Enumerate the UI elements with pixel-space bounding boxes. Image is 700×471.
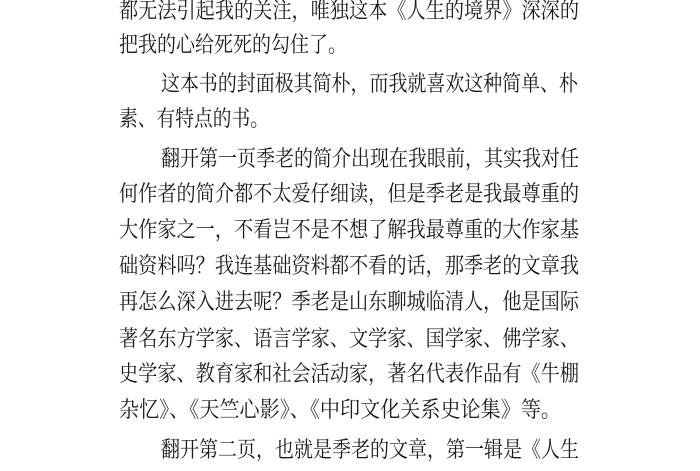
line-text: 大作家之一，不看岂不是不想了解我最尊重的大作家基	[119, 218, 580, 243]
line-text: 史学家、教育家和社会活动家，著名代表作品有《牛棚	[119, 362, 580, 387]
line-text: 素、有特点的书。	[119, 107, 270, 132]
line-text: 著名东方学家、语言学家、文学家、国学家、佛学家、	[119, 327, 580, 352]
line-text: 这本书的封面极其简朴，而我就喜欢这种简单、朴	[161, 72, 579, 97]
text-line	[0, 431, 700, 471]
line-text: 把我的心给死死的勾住了。	[119, 33, 348, 58]
text-line	[0, 65, 700, 105]
text-line	[0, 247, 700, 287]
text-line	[0, 355, 700, 395]
line-text: 翻开第一页季老的简介出现在我眼前，其实我对任	[161, 147, 580, 172]
text-line	[0, 100, 700, 140]
line-text: 础资料吗？我连基础资料都不看的话，那季老的文章我	[119, 254, 580, 279]
text-line	[0, 211, 700, 251]
line-text: 都无法引起我的关注，唯独这本《人生的境界》深深的	[119, 0, 580, 24]
line-text: 翻开第二页，也就是季老的文章，第一辑是《人生	[161, 438, 580, 463]
line-text: 何作者的简介都不太爱仔细读，但是季老是我最尊重的	[119, 182, 580, 207]
text-line	[0, 283, 700, 323]
line-text: 杂忆》、《天竺心影》、《中印文化关系史论集》等。	[119, 398, 562, 423]
text-line	[0, 26, 700, 66]
text-line	[0, 320, 700, 360]
text-line	[0, 175, 700, 215]
text-line	[0, 391, 700, 431]
text-line	[0, 140, 700, 180]
line-text: 再怎么深入进去呢？季老是山东聊城临清人，他是国际	[119, 290, 580, 315]
